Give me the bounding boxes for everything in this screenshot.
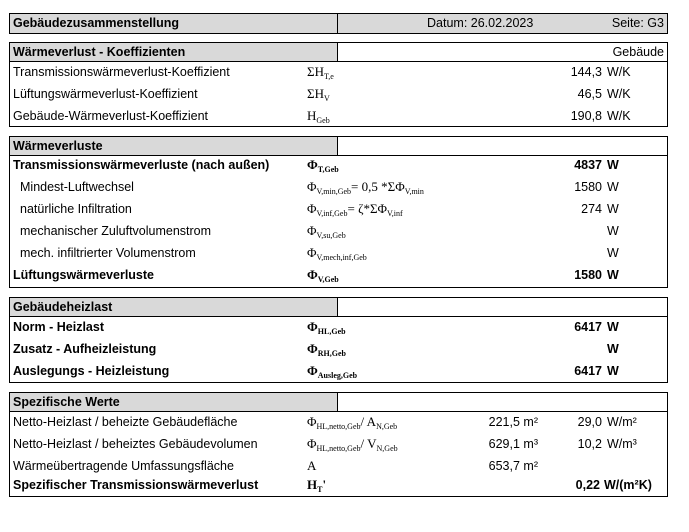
verluste-unit: W	[607, 268, 619, 282]
verluste-symbol: $\Phi_{T,Geb}$	[307, 157, 339, 174]
page-number: Seite: G3	[611, 16, 664, 30]
spezifisch-symbol: $\Phi_{HL,netto,Geb}/$ $A_{N,Geb}$	[307, 414, 398, 431]
verluste-label: mechanischer Zuluftvolumenstrom	[20, 224, 212, 238]
header-divider	[337, 13, 338, 34]
verluste-label: Transmissionswärmeverluste (nach außen)	[13, 158, 270, 172]
verluste-symbol: $\Phi_{V,min,Geb}= 0,5$ $*\Sigma\Phi_{V,min}$	[307, 179, 424, 196]
verluste-unit: W	[607, 158, 619, 172]
spezifisch-header-line	[9, 411, 668, 412]
koeff-label: Lüftungswärmeverlust-Koeffizient	[13, 87, 198, 101]
verluste-label: natürliche Infiltration	[20, 202, 132, 216]
spezifisch-unit: W/(m²K)	[604, 478, 652, 492]
spezifisch-value: 10,2	[577, 437, 602, 451]
heizlast-header-line	[9, 316, 668, 317]
verluste-symbol: $\Phi_{V,Geb}$	[307, 267, 339, 284]
koeff-symbol: $\Sigma H_V$	[307, 86, 330, 103]
koeff-value: 46,5	[577, 87, 602, 101]
koeff-header-divider	[337, 42, 338, 61]
verluste-value: 1580	[574, 180, 602, 194]
spezifisch-label: Spezifischer Transmissionswärmeverlust	[13, 478, 259, 492]
spezifisch-quantity: 629,1 m³	[488, 437, 538, 451]
heizlast-unit: W	[607, 364, 619, 378]
koeff-unit: W/K	[607, 65, 631, 79]
spezifisch-unit: W/m²	[607, 415, 637, 429]
spezifisch-label: Netto-Heizlast / beheizte Gebäudefläche	[13, 415, 238, 429]
date-label: Datum: 26.02.2023	[427, 16, 534, 30]
koeff-title: Wärmeverlust - Koeffizienten	[13, 45, 186, 59]
verluste-symbol: $\Phi_{V,mech,inf,Geb}$	[307, 245, 367, 262]
verluste-value: 1580	[574, 268, 602, 282]
heizlast-label: Norm - Heizlast	[13, 320, 104, 334]
heizlast-unit: W	[607, 342, 619, 356]
verluste-unit: W	[607, 224, 619, 238]
koeff-symbol: $H_{Geb}$	[307, 108, 330, 125]
spezifisch-label: Wärmeübertragende Umfassungsfläche	[13, 459, 234, 473]
heizlast-value: 6417	[574, 320, 602, 334]
heizlast-symbol: $\Phi_{RH,Geb}$	[307, 341, 347, 358]
heizlast-label: Zusatz - Aufheizleistung	[13, 342, 157, 356]
verluste-symbol: $\Phi_{V,inf,Geb}= \zeta*\Sigma\Phi_{V,inf}$	[307, 201, 403, 218]
heizlast-unit: W	[607, 320, 619, 334]
heizlast-symbol: $\Phi_{Ausleg,Geb}$	[307, 363, 358, 380]
verluste-unit: W	[607, 202, 619, 216]
koeff-value: 190,8	[570, 109, 602, 123]
koeff-value: 144,3	[570, 65, 602, 79]
koeff-unit: W/K	[607, 87, 631, 101]
spezifisch-value: 29,0	[577, 415, 602, 429]
verluste-symbol: $\Phi_{V,su,Geb}$	[307, 223, 346, 240]
spezifisch-value: 0,22	[575, 478, 600, 492]
spezifisch-symbol: $\Phi_{HL,netto,Geb}/$ $V_{N,Geb}$	[307, 436, 398, 453]
spezifisch-symbol: A	[307, 458, 317, 473]
koeff-label: Transmissionswärmeverlust-Koeffizient	[13, 65, 230, 79]
koeff-header-line	[9, 61, 668, 62]
heizlast-symbol: $\Phi_{HL,Geb}$	[307, 319, 346, 336]
heizlast-label: Auslegungs - Heizleistung	[13, 364, 170, 378]
verluste-value: 4837	[574, 158, 602, 172]
heizlast-title: Gebäudeheizlast	[13, 300, 113, 314]
heizlast-value: 6417	[574, 364, 602, 378]
verluste-unit: W	[607, 246, 619, 260]
koeff-unit: W/K	[607, 109, 631, 123]
koeff-symbol: $\Sigma H_{T,e}$	[307, 64, 334, 81]
verluste-label: Mindest-Luftwechsel	[20, 180, 134, 194]
verluste-header-divider	[337, 136, 338, 155]
spezifisch-unit: W/m³	[607, 437, 637, 451]
heizlast-header-divider	[337, 297, 338, 316]
verluste-header-line	[9, 155, 668, 156]
page-title: Gebäudezusammenstellung	[13, 16, 180, 30]
verluste-label: mech. infiltrierter Volumenstrom	[20, 246, 196, 260]
spezifisch-title: Spezifische Werte	[13, 395, 120, 409]
verluste-unit: W	[607, 180, 619, 194]
spezifisch-quantity: 653,7 m²	[488, 459, 538, 473]
verluste-value: 274	[581, 202, 602, 216]
spezifisch-quantity: 221,5 m²	[488, 415, 538, 429]
verluste-title: Wärmeverluste	[13, 139, 103, 153]
koeff-label: Gebäude-Wärmeverlust-Koeffizient	[13, 109, 208, 123]
verluste-label: Lüftungswärmeverluste	[13, 268, 155, 282]
spezifisch-header-divider	[337, 392, 338, 411]
spezifisch-label: Netto-Heizlast / beheiztes Gebäudevolumen	[13, 437, 258, 451]
spezifisch-symbol: $H_T'$	[307, 477, 327, 494]
koeff-right-label: Gebäude	[612, 45, 664, 59]
